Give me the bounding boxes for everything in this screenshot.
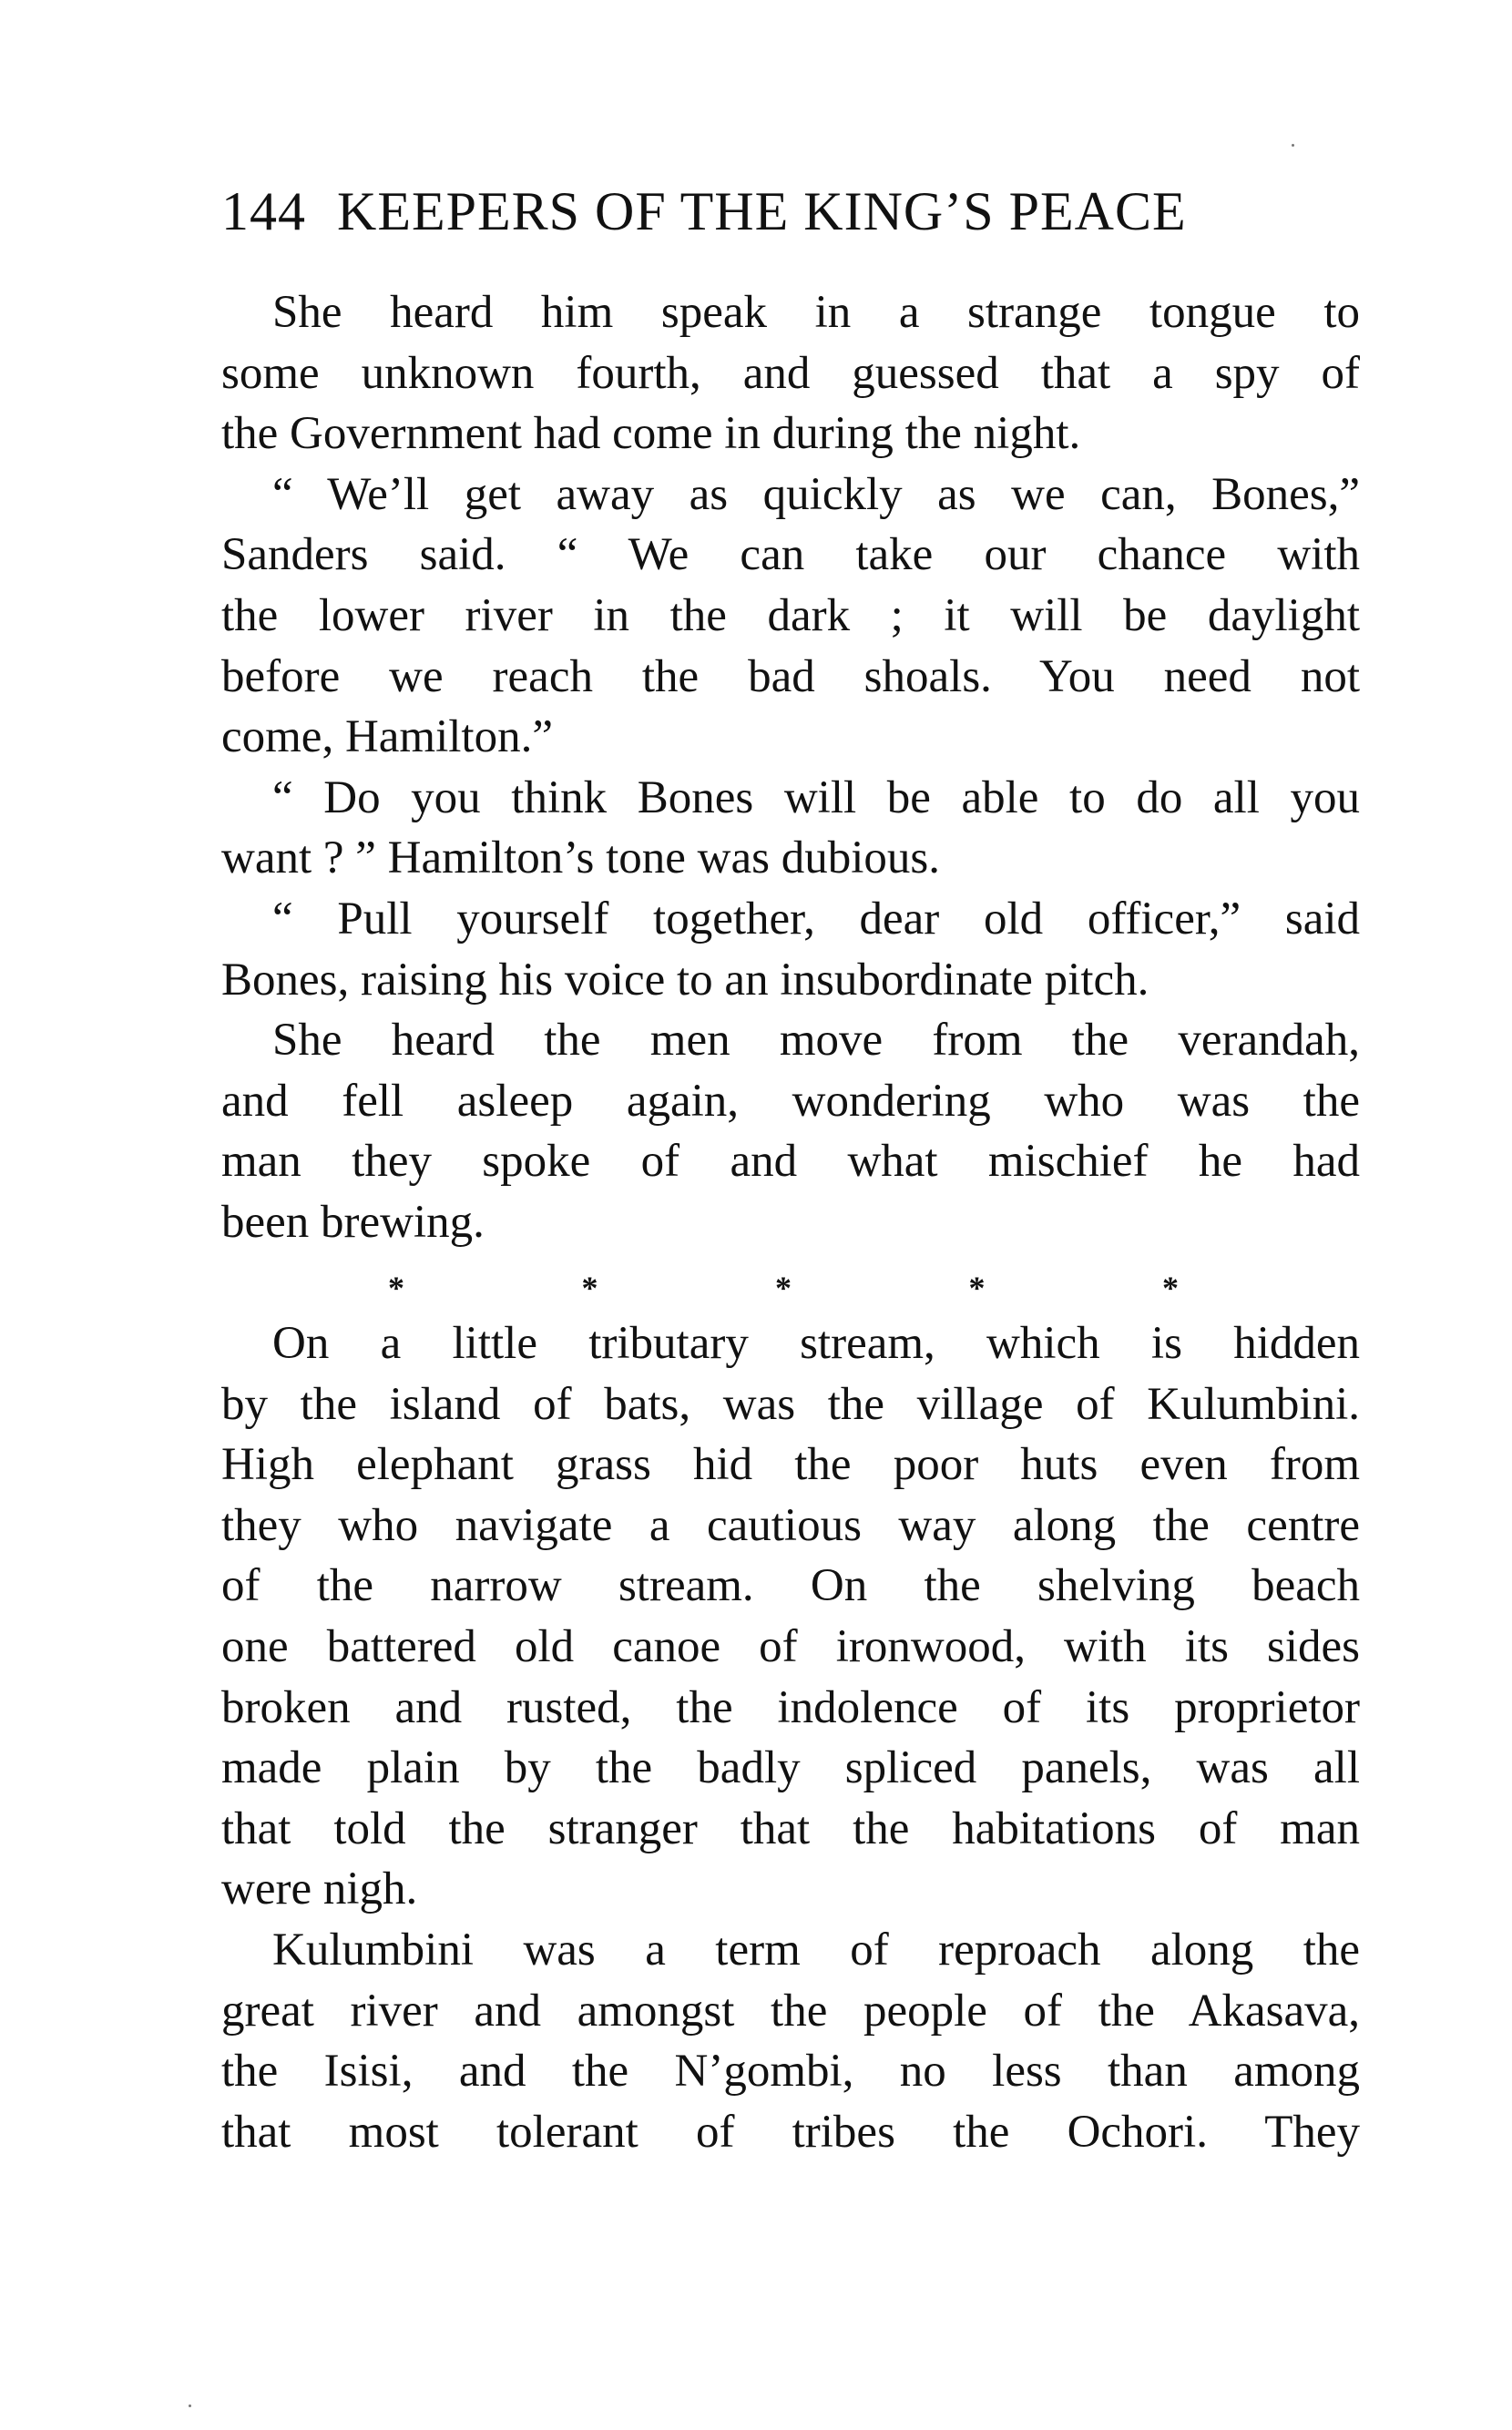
asterisk-ornament: * (775, 1270, 792, 1306)
body-text-section-2 (221, 1313, 1360, 2162)
text-line: they who navigate a cautious way along the centre (221, 1499, 1360, 1551)
text-line: of the narrow stream. On the shelving beach (221, 1560, 1360, 1612)
text-line: On a little tributary stream, which is hidden (272, 1318, 1360, 1369)
text-line: come, Hamilton.” (221, 711, 553, 763)
text-line: man they spoke of and what mischief he had (221, 1136, 1360, 1188)
page-number: 144 (221, 181, 306, 241)
text-line: before we reach the bad shoals. You need not (221, 650, 1360, 702)
text-line: by the island of bats, was the village of Kulumbini. (221, 1378, 1360, 1430)
text-line: that most tolerant of tribes the Ochori. They (221, 2106, 1360, 2158)
asterisk-ornament: * (1162, 1270, 1179, 1306)
text-line: Kulumbini was a term of reproach along the (272, 1924, 1360, 1976)
text-line: “ We’ll get away as quickly as we can, Bones,” (272, 468, 1360, 520)
text-line: were nigh. (221, 1863, 418, 1915)
text-line: one battered old canoe of ironwood, with its sides (221, 1620, 1360, 1672)
text-line: the Government had come in during the night. (221, 408, 1081, 460)
text-line: Sanders said. “ We can take our chance with (221, 529, 1360, 581)
body-text-section-1 (221, 282, 1360, 1253)
text-line: She heard him speak in a strange tongue to (272, 287, 1360, 338)
paper-speck (189, 2404, 191, 2407)
text-line: High elephant grass hid the poor huts even from (221, 1439, 1360, 1491)
asterisk-ornament: * (581, 1270, 598, 1306)
asterisk-ornament: * (968, 1270, 986, 1306)
running-head (221, 175, 1360, 248)
text-line: She heard the men move from the verandah, (272, 1015, 1360, 1067)
text-line: made plain by the badly spliced panels, was all (221, 1742, 1360, 1794)
text-line: broken and rusted, the indolence of its proprietor (221, 1681, 1360, 1733)
text-line: the Isisi, and the N’gombi, no less than among (221, 2046, 1360, 2098)
text-line: “ Do you think Bones will be able to do all you (272, 771, 1360, 823)
text-line: been brewing. (221, 1196, 485, 1248)
text-line: “ Pull yourself together, dear old officer,” said (272, 893, 1360, 944)
text-line: great river and amongst the people of the Akasava, (221, 1985, 1360, 2037)
text-line: Bones, raising his voice to an insubordinate pitch. (221, 954, 1149, 1006)
text-line: some unknown fourth, and guessed that a spy of (221, 347, 1360, 399)
section-break-asterisks (383, 1261, 1184, 1315)
running-title: KEEPERS OF THE KING’S PEACE (337, 181, 1187, 241)
text-line: that told the stranger that the habitations of man (221, 1802, 1360, 1854)
text-line: want ? ” Hamilton’s tone was dubious. (221, 832, 940, 884)
asterisk-ornament: * (388, 1270, 404, 1306)
text-line: and fell asleep again, wondering who was the (221, 1075, 1360, 1127)
paper-speck (1292, 144, 1294, 147)
text-line: the lower river in the dark ; it will be daylight (221, 589, 1360, 641)
